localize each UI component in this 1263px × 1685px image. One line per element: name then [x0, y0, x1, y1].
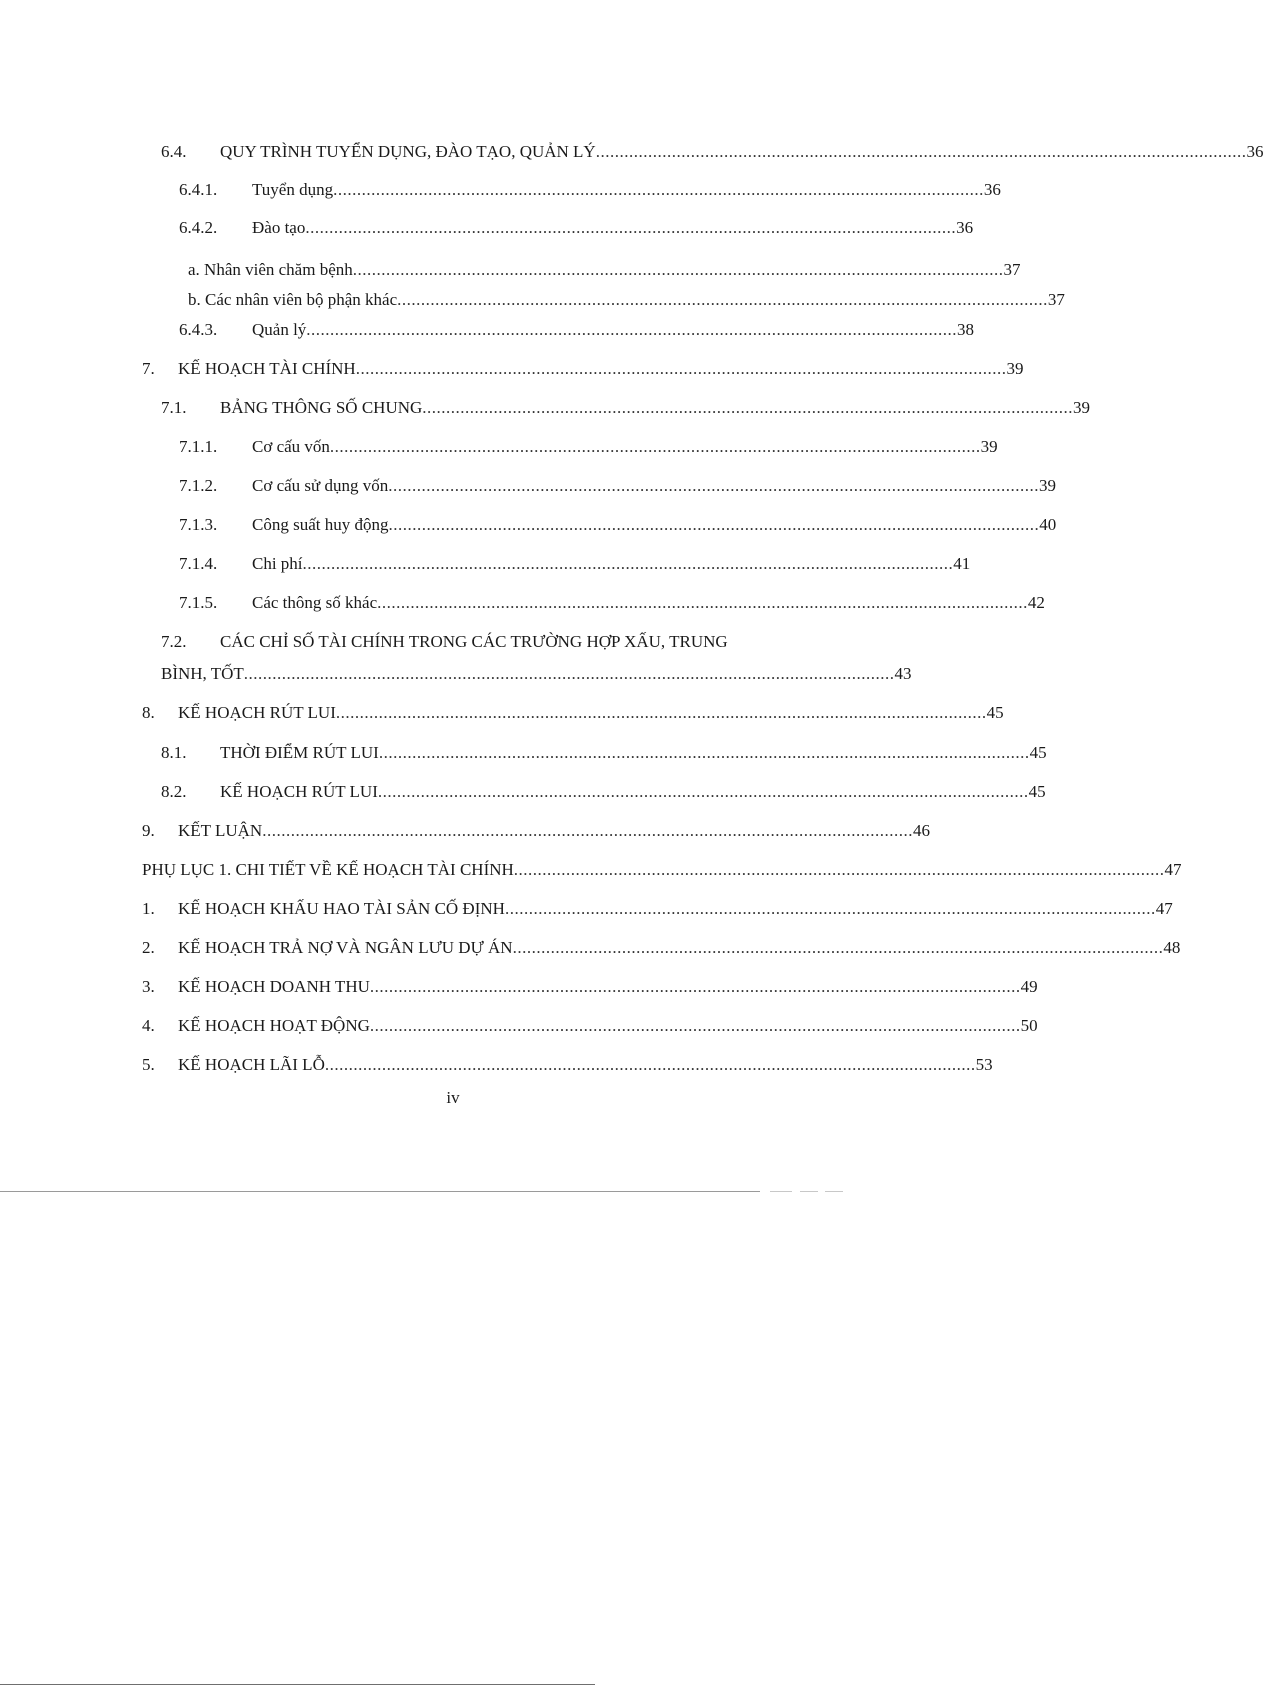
page-divider: [0, 1191, 760, 1192]
toc-entry-title: KẾT LUẬN: [178, 821, 263, 840]
toc-entry-page: 45: [986, 703, 1004, 722]
toc-entry-title: CÁC CHỈ SỐ TÀI CHÍNH TRONG CÁC TRƯỜNG HỢP XẤU, TRUNG: [220, 632, 728, 651]
leader-dots: .........................................................................................................................................: [595, 142, 1247, 161]
leader-dots: .........................................................................................................................................: [329, 437, 981, 456]
leader-dots: .........................................................................................................................................: [369, 1016, 1021, 1035]
leader-dots: .........................................................................................................................................: [388, 515, 1040, 534]
toc-entry-number: 8.2.: [161, 782, 187, 801]
leader-dots: .........................................................................................................................................: [377, 782, 1029, 801]
toc-entry-page: 53: [975, 1055, 993, 1074]
toc-entry-number: 7.1.: [161, 398, 187, 417]
leader-dots: .........................................................................................................................................: [306, 320, 958, 339]
page-divider-fragment: [770, 1191, 792, 1192]
leader-dots: .........................................................................................................................................: [513, 860, 1165, 879]
toc-entry-title: KẾ HOẠCH KHẤU HAO TÀI SẢN CỐ ĐỊNH: [178, 899, 505, 918]
leader-dots: .........................................................................................................................................: [302, 554, 954, 573]
toc-entry-page: 45: [1028, 782, 1046, 801]
toc-entry-title: b. Các nhân viên bộ phận khác: [188, 290, 398, 309]
toc-entry-number: 6.4.1.: [179, 180, 218, 199]
toc-entry-page: 37: [1003, 260, 1021, 279]
toc-entry-title: Công suất huy động: [252, 515, 389, 534]
toc-entry-number: 4.: [142, 1016, 155, 1035]
toc-entry-title: Cơ cấu vốn: [252, 437, 330, 456]
leader-dots: .........................................................................................................................................: [243, 664, 895, 683]
leader-dots: .........................................................................................................................................: [422, 398, 1074, 417]
page-divider-fragment: [800, 1191, 818, 1192]
toc-entry-number: 6.4.2.: [179, 218, 218, 237]
toc-entry-page: 36: [1246, 142, 1263, 161]
toc-entry-number: 7.1.4.: [179, 554, 218, 573]
toc-entry-title-continued: BÌNH, TỐT: [161, 664, 244, 683]
toc-entry-page: 39: [1039, 476, 1056, 495]
toc-entry-number: 2.: [142, 938, 155, 957]
leader-dots: .........................................................................................................................................: [262, 821, 913, 840]
toc-entry-title: KẾ HOẠCH RÚT LUI: [178, 703, 336, 722]
toc-entry-page: 47: [1164, 860, 1182, 879]
toc-entry-number: 7.2.: [161, 632, 187, 651]
page-divider-fragment: [825, 1191, 843, 1192]
toc-entry-page: 36: [956, 218, 974, 237]
leader-dots: .........................................................................................................................................: [305, 218, 957, 237]
toc-entry-title: Đào tạo: [252, 218, 306, 237]
leader-dots: .........................................................................................................................................: [377, 593, 1028, 612]
toc-entry-title: QUY TRÌNH TUYỂN DỤNG, ĐÀO TẠO, QUẢN LÝ: [220, 142, 596, 161]
toc-entry-title: Chi phí: [252, 554, 303, 573]
toc-entry-number: 5.: [142, 1055, 155, 1074]
toc-entry-number: 7.1.5.: [179, 593, 218, 612]
toc-entry-title: KẾ HOẠCH TRẢ NỢ VÀ NGÂN LƯU DỰ ÁN: [178, 938, 513, 957]
leader-dots: .........................................................................................................................................: [512, 938, 1164, 957]
toc-entry-number: 1.: [142, 899, 155, 918]
toc-entry-title: KẾ HOẠCH HOẠT ĐỘNG: [178, 1016, 370, 1035]
toc-entry-page: 41: [953, 554, 971, 573]
leader-dots: .........................................................................................................................................: [369, 977, 1021, 996]
toc-entry-page: 39: [1006, 359, 1024, 378]
toc-entry-number: 3.: [142, 977, 155, 996]
leader-dots: .........................................................................................................................................: [324, 1055, 976, 1074]
toc-entry-number: 7.1.1.: [179, 437, 218, 456]
toc-entry-page: 47: [1155, 899, 1173, 918]
leader-dots: .........................................................................................................................................: [333, 180, 984, 199]
leader-dots: .........................................................................................................................................: [378, 743, 1030, 762]
toc-entry-title: Cơ cấu sử dụng vốn: [252, 476, 389, 495]
toc-entry-title: KẾ HOẠCH TÀI CHÍNH: [178, 359, 356, 378]
toc-entry-page: 45: [1029, 743, 1047, 762]
leader-dots: .........................................................................................................................................: [355, 359, 1007, 378]
toc-entry-page: 40: [1039, 515, 1057, 534]
toc-entry-number: 6.4.3.: [179, 320, 218, 339]
toc-entry-page: 37: [1047, 290, 1065, 309]
toc-entry-page: 38: [957, 320, 975, 339]
toc-entry-title: KẾ HOẠCH RÚT LUI: [220, 782, 378, 801]
toc-entry-page: 36: [983, 180, 1001, 199]
leader-dots: .........................................................................................................................................: [397, 290, 1048, 309]
toc-entry-title: THỜI ĐIỂM RÚT LUI: [220, 743, 379, 762]
toc-entry-number: 7.1.2.: [179, 476, 218, 495]
toc-entry-title: KẾ HOẠCH LÃI LỖ: [178, 1055, 325, 1074]
toc-entry-title: Các thông số khác: [252, 593, 378, 612]
page-number: iv: [446, 1088, 460, 1107]
toc-entry-page: 39: [1073, 398, 1091, 417]
toc-entry-number: 6.4.: [161, 142, 187, 161]
toc-entry-page: 39: [980, 437, 998, 456]
toc-entry-page: 49: [1020, 977, 1038, 996]
leader-dots: .........................................................................................................................................: [388, 476, 1039, 495]
toc-entry-page: 50: [1020, 1016, 1038, 1035]
toc-entry-number: 7.1.3.: [179, 515, 218, 534]
toc-entry-number: 7.: [142, 359, 155, 378]
leader-dots: .........................................................................................................................................: [504, 899, 1156, 918]
toc-entry-title: a. Nhân viên chăm bệnh: [188, 260, 353, 279]
toc-entry-title: KẾ HOẠCH DOANH THU: [178, 977, 370, 996]
toc-entry-number: 8.: [142, 703, 155, 722]
toc-entry-title: PHỤ LỤC 1. CHI TIẾT VỀ KẾ HOẠCH TÀI CHÍNH: [142, 860, 514, 879]
toc-entry-number: 8.1.: [161, 743, 187, 762]
toc-entry-title: BẢNG THÔNG SỐ CHUNG: [220, 398, 423, 417]
leader-dots: .........................................................................................................................................: [335, 703, 987, 722]
toc-entry-page: 42: [1027, 593, 1045, 612]
toc-entry-title: Quản lý: [252, 320, 307, 339]
toc-entry-page: 46: [912, 821, 930, 840]
toc-entry-page: 48: [1163, 938, 1181, 957]
toc-entry-number: 9.: [142, 821, 155, 840]
toc-entry-title: Tuyển dụng: [252, 180, 334, 199]
toc-entry-page: 43: [894, 664, 912, 683]
leader-dots: .........................................................................................................................................: [352, 260, 1004, 279]
